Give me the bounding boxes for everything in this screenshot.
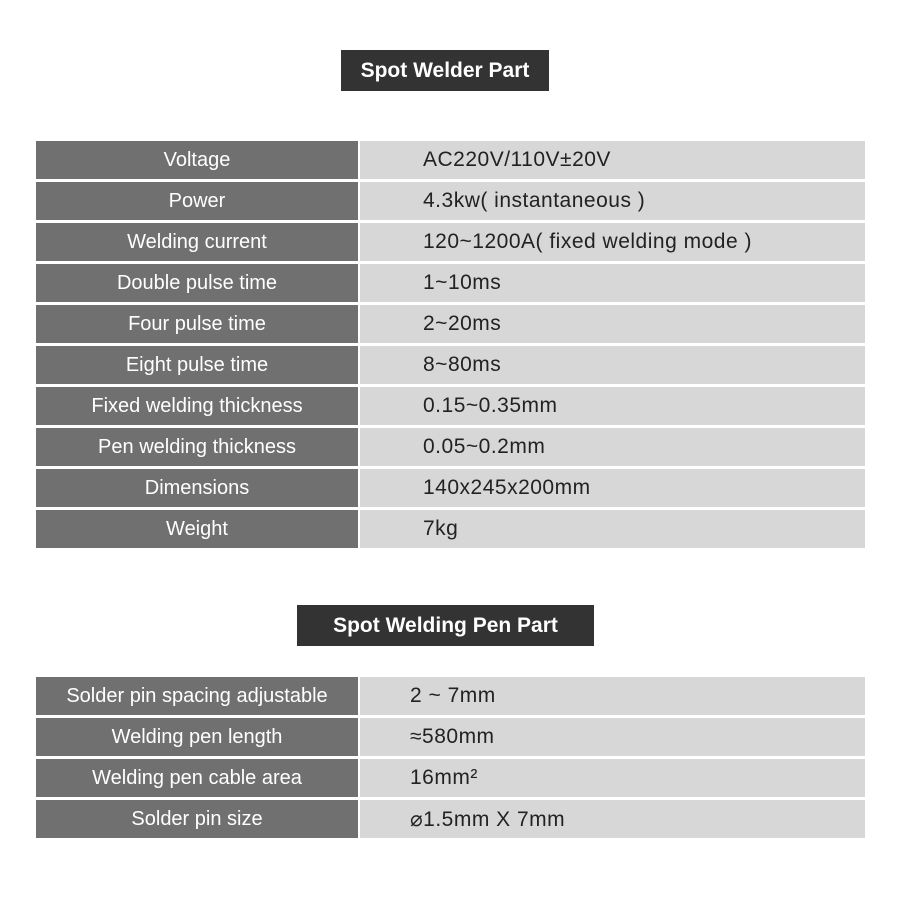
spec-value: 8~80ms	[360, 346, 865, 384]
table-row	[36, 510, 865, 548]
spec-table-spot-welder	[36, 141, 865, 551]
spec-label: Solder pin size	[36, 800, 360, 838]
spec-value: 4.3kw( instantaneous )	[360, 182, 865, 220]
table-row	[36, 469, 865, 507]
spec-value: 16mm²	[360, 759, 865, 797]
spec-label: Welding pen length	[36, 718, 360, 756]
table-row	[36, 428, 865, 466]
spec-table-welding-pen	[36, 677, 865, 841]
table-row	[36, 800, 865, 838]
table-row	[36, 305, 865, 343]
table-row	[36, 182, 865, 220]
spec-label: Dimensions	[36, 469, 360, 507]
spec-value: 7kg	[360, 510, 865, 548]
table-row	[36, 759, 865, 797]
table-row	[36, 346, 865, 384]
spec-value: 0.15~0.35mm	[360, 387, 865, 425]
spec-value: ⌀1.5mm X 7mm	[360, 800, 865, 838]
spec-label: Four pulse time	[36, 305, 360, 343]
spec-value: 120~1200A( fixed welding mode )	[360, 223, 865, 261]
spec-value: 1~10ms	[360, 264, 865, 302]
spec-label: Pen welding thickness	[36, 428, 360, 466]
table-row	[36, 141, 865, 179]
spec-label: Voltage	[36, 141, 360, 179]
spec-label: Eight pulse time	[36, 346, 360, 384]
spec-label: Weight	[36, 510, 360, 548]
spec-value: 2~20ms	[360, 305, 865, 343]
section-title-welding-pen: Spot Welding Pen Part	[297, 605, 594, 646]
spec-value: ≈580mm	[360, 718, 865, 756]
table-row	[36, 677, 865, 715]
spec-value: 2 ~ 7mm	[360, 677, 865, 715]
section-title-spot-welder: Spot Welder Part	[341, 50, 549, 91]
table-row	[36, 387, 865, 425]
table-row	[36, 223, 865, 261]
spec-label: Double pulse time	[36, 264, 360, 302]
spec-value: AC220V/110V±20V	[360, 141, 865, 179]
spec-label: Fixed welding thickness	[36, 387, 360, 425]
spec-label: Solder pin spacing adjustable	[36, 677, 360, 715]
table-row	[36, 264, 865, 302]
spec-label: Welding pen cable area	[36, 759, 360, 797]
spec-label: Welding current	[36, 223, 360, 261]
spec-value: 0.05~0.2mm	[360, 428, 865, 466]
table-row	[36, 718, 865, 756]
spec-value: 140x245x200mm	[360, 469, 865, 507]
spec-label: Power	[36, 182, 360, 220]
